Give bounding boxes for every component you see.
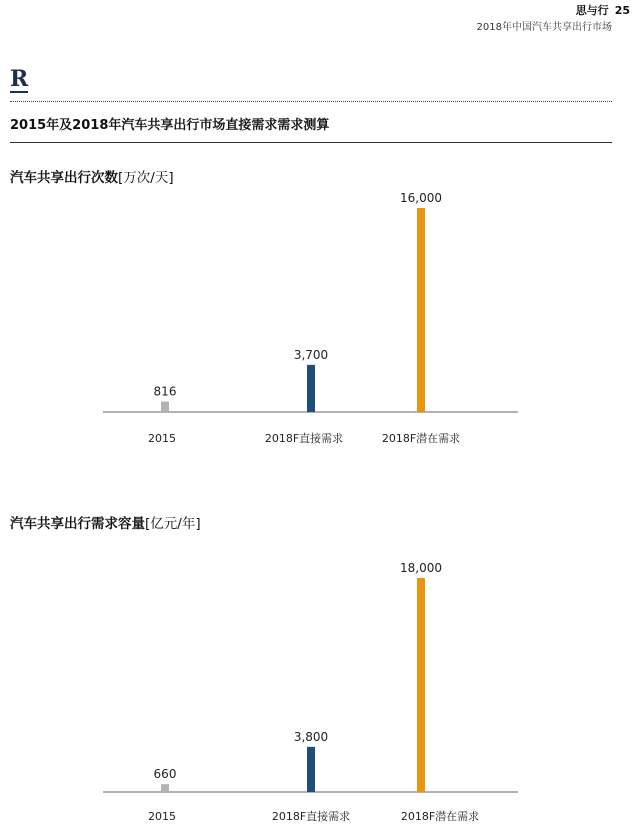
bar-1 [307,365,315,412]
data-label-1: 3,700 [293,347,329,362]
category-label-0: 2015 [148,810,176,823]
bar-2 [417,578,425,792]
data-label-2: 18,000 [400,561,442,575]
chart1-title-text: 汽车共享出行次数 [10,170,118,186]
solid-divider [10,142,612,143]
bar-0 [161,402,169,412]
data-label-0: 816 [153,384,177,399]
header-subtitle: 2018年中国汽车共享出行市场 [476,22,612,33]
chart2-title-text: 汽车共享出行需求容量 [10,516,145,532]
dotted-divider [10,101,612,102]
chart-market-size [0,555,640,825]
category-label-1: 2018F直接需求 [264,432,344,445]
header-brand [576,2,630,18]
chart2-unit: [亿元/年] [145,516,201,532]
chart1-title [10,166,174,186]
data-label-2: 16,000 [400,191,442,205]
category-label-1: 2018F直接需求 [271,810,351,823]
chart-trips [0,190,640,450]
data-label-1: 3,800 [293,729,329,744]
category-label-2: 2018F潜在需求 [400,810,480,823]
chart1-unit: [万次/天] [118,170,174,186]
category-label-0: 2015 [148,432,176,445]
bar-2 [417,208,425,412]
chart2-title [10,512,201,532]
category-label-2: 2018F潜在需求 [381,432,461,445]
data-label-0: 660 [153,767,177,782]
page-number: 25 [614,4,630,17]
brand-name: 思与行 [575,4,609,17]
bar-0 [161,784,169,792]
section-title: 2015年及2018年汽车共享出行市场直接需求需求测算 [10,118,330,133]
r-logo: R [10,66,29,92]
bar-1 [307,747,315,792]
